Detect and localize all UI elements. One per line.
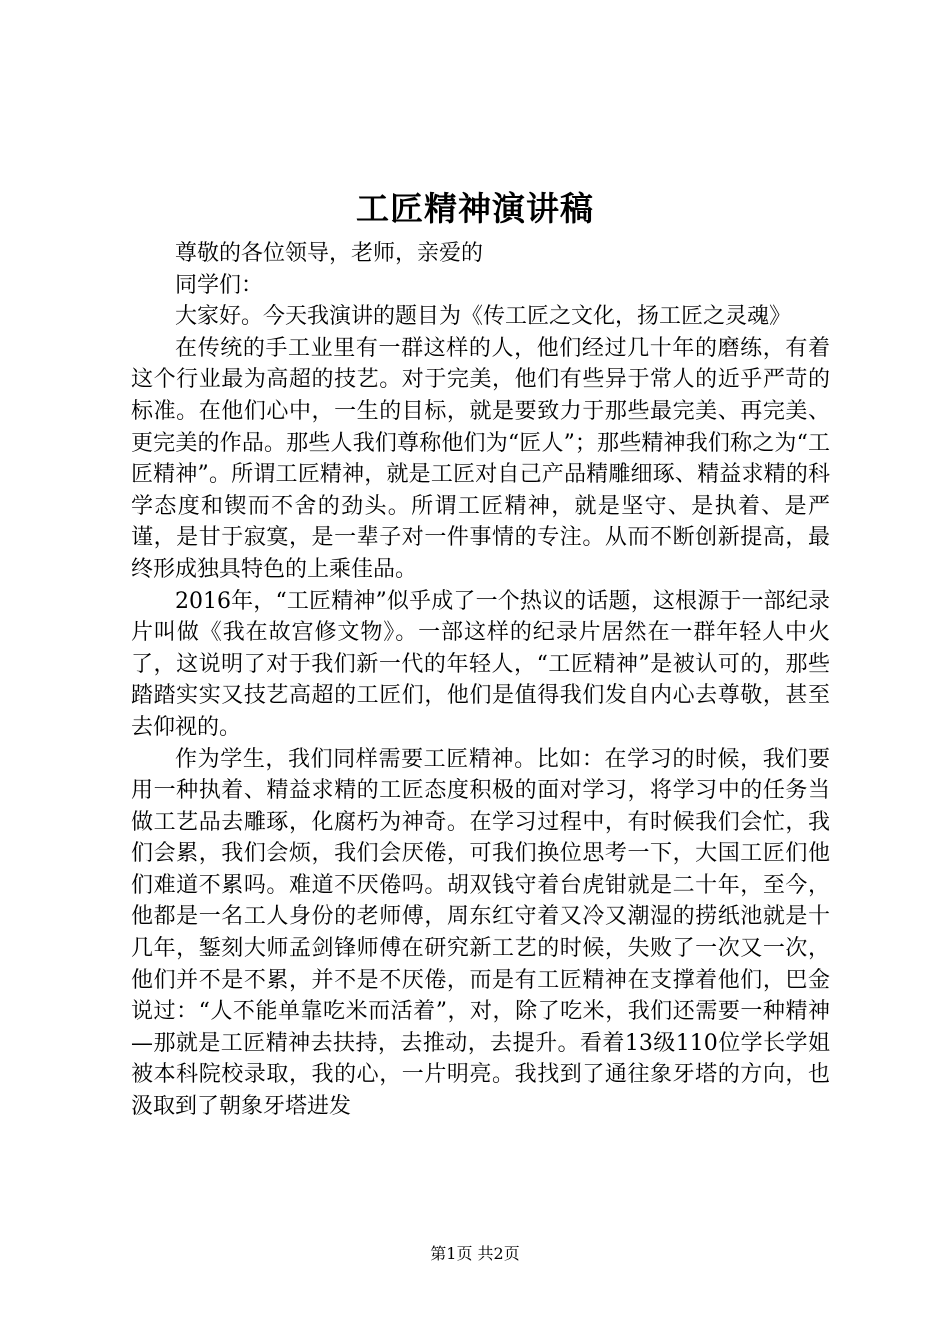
paragraph-greeting: 大家好。今天我演讲的题目为《传工匠之文化，扬工匠之灵魂》: [175, 304, 792, 330]
paragraph-documentary: 2016年，“工匠精神”似乎成了一个热议的话题，这根源于一部纪录片叫做《我在故宫修文物》。一部这样的纪录片居然在一群年轻人中火了，这说明了对于我们新一代的年轻人，“工匠精神”是被认可的，那些踏踏实实又技艺高超的工匠们，他们是值得我们发自内心去尊敬，甚至去仰视的。: [131, 588, 830, 740]
salutation-line-2: 同学们：: [175, 272, 264, 298]
document-body: [131, 238, 830, 1123]
salutation-line-1: 尊敬的各位领导，老师，亲爱的: [175, 241, 484, 266]
paragraph-students: 作为学生，我们同样需要工匠精神。比如：在学习的时候，我们要用一种执着、精益求精的工匠态度积极的面对学习，将学习中的任务当做工艺品去雕琢，化腐朽为神奇。在学习过程中，有时候我们会忙，我们会累，我们会烦，我们会厌倦，可我们换位思考一下，大国工匠们他们难道不累吗。难道不厌倦吗。胡双钱守着台虎钳就是二十年，至今，他都是一名工人身份的老师傅，周东红守着又冷又潮湿的捞纸池就是十几年，錾刻大师孟剑锋师傅在研究新工艺的时候，失败了一次又一次，他们并不是不累，并不是不厌倦，而是有工匠精神在支撑着他们，巴金说过：“人不能单靠吃米而活着”，对，除了吃米，我们还需要一种精神—那就是工匠精神去扶持，去推动，去提升。看着13级110位学长学姐被本科院校录取，我的心，一片明亮。我找到了通往象牙塔的方向，也汲取到了朝象牙塔进发: [131, 746, 830, 1120]
page-title: 工匠精神演讲稿: [356, 189, 594, 228]
paragraph-craftsman-definition: 在传统的手工业里有一群这样的人，他们经过几十年的磨练，有着这个行业最为高超的技艺。对于完美，他们有些异于常人的近乎严苛的标准。在他们心中，一生的目标，就是要致力于那些最完美、再完美、更完美的作品。那些人我们尊称他们为“匠人”；那些精神我们称之为“工匠精神”。所谓工匠精神，就是工匠对自己产品精雕细琢、精益求精的科学态度和锲而不舍的劲头。所谓工匠精神，就是坚守、是执着、是严谨，是甘于寂寞，是一辈子对一件事情的专注。从而不断创新提高，最终形成独具特色的上乘佳品。: [131, 335, 830, 582]
page-footer: 第1页 共2页: [430, 1244, 520, 1263]
